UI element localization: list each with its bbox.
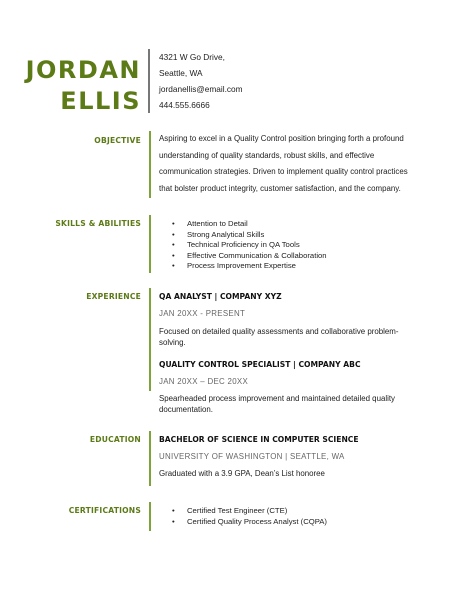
experience-divider: [149, 288, 151, 391]
list-item: • Strong Analytical Skills: [172, 229, 265, 239]
objective-line: that bolster product integrity, customer satisfaction, and the company.: [159, 183, 401, 193]
certification-text: Certified Test Engineer (CTE): [187, 506, 288, 515]
list-item: • Process Improvement Expertise: [172, 261, 296, 271]
candidate-name: [26, 55, 141, 117]
skill-text: Strong Analytical Skills: [187, 229, 265, 239]
skills-label: SKILLS & ABILITIES: [55, 219, 141, 228]
job-desc-line: Spearheaded process improvement and maintained detailed quality: [159, 394, 395, 403]
objective-line: understanding of quality standards, robust skills, and effective: [159, 150, 375, 160]
education-note: Graduated with a 3.9 GPA, Dean’s List honoree: [159, 469, 325, 478]
list-item: • Attention to Detail: [172, 219, 248, 228]
email: jordanellis@email.com: [159, 84, 243, 95]
experience-label: EXPERIENCE: [86, 292, 141, 301]
job-title: QA ANALYST | COMPANY XYZ: [159, 292, 282, 301]
objective-divider: [149, 131, 151, 198]
skill-text: Process Improvement Expertise: [187, 261, 296, 271]
skill-text: Attention to Detail: [187, 219, 248, 228]
skill-text: Technical Proficiency in QA Tools: [187, 240, 300, 250]
job-title: QUALITY CONTROL SPECIALIST | COMPANY ABC: [159, 360, 361, 369]
certifications-list: [159, 506, 327, 527]
first-name: JORDAN: [25, 56, 141, 84]
header-divider: [148, 49, 150, 113]
skills-list: [159, 219, 327, 272]
objective-line: communication strategies. Driven to implement quality control practices: [159, 167, 408, 176]
education-label: EDUCATION: [89, 435, 141, 444]
job-dates: JAN 20XX – DEC 20XX: [159, 377, 249, 386]
certifications-divider: [149, 502, 151, 531]
job-description: [159, 393, 429, 416]
objective-text: [159, 131, 449, 197]
school: UNIVERSITY OF WASHINGTON | SEATTLE, WA: [159, 452, 345, 461]
list-item: • Certified Test Engineer (CTE): [172, 506, 288, 515]
education-divider: [149, 431, 151, 486]
job-description: [159, 326, 429, 349]
job-desc-line: solving.: [159, 338, 186, 348]
objective-line: Aspiring to excel in a Quality Control position bringing forth a profound: [159, 134, 404, 143]
skill-text: Effective Communication & Collaboration: [187, 250, 327, 260]
last-name: ELLIS: [60, 87, 141, 115]
list-item: • Technical Proficiency in QA Tools: [172, 240, 300, 250]
list-item: • Certified Quality Process Analyst (CQPA): [172, 516, 327, 526]
certification-text: Certified Quality Process Analyst (CQPA): [187, 516, 327, 526]
job-desc-line: Focused on detailed quality assessments and collaborative problem-: [159, 327, 399, 336]
phone: 444.555.6666: [159, 100, 210, 111]
job-dates: JAN 20XX - PRESENT: [159, 309, 246, 318]
list-item: • Effective Communication & Collaboration: [172, 250, 327, 260]
certifications-label: CERTIFICATIONS: [68, 506, 141, 515]
address-line-2: Seattle, WA: [159, 68, 203, 79]
address-line-1: 4321 W Go Drive,: [159, 52, 225, 62]
job-desc-line: documentation.: [159, 405, 213, 415]
contact-block: [159, 49, 243, 113]
skills-divider: [149, 215, 151, 273]
degree: BACHELOR OF SCIENCE IN COMPUTER SCIENCE: [159, 435, 359, 444]
objective-label: OBJECTIVE: [94, 136, 141, 145]
